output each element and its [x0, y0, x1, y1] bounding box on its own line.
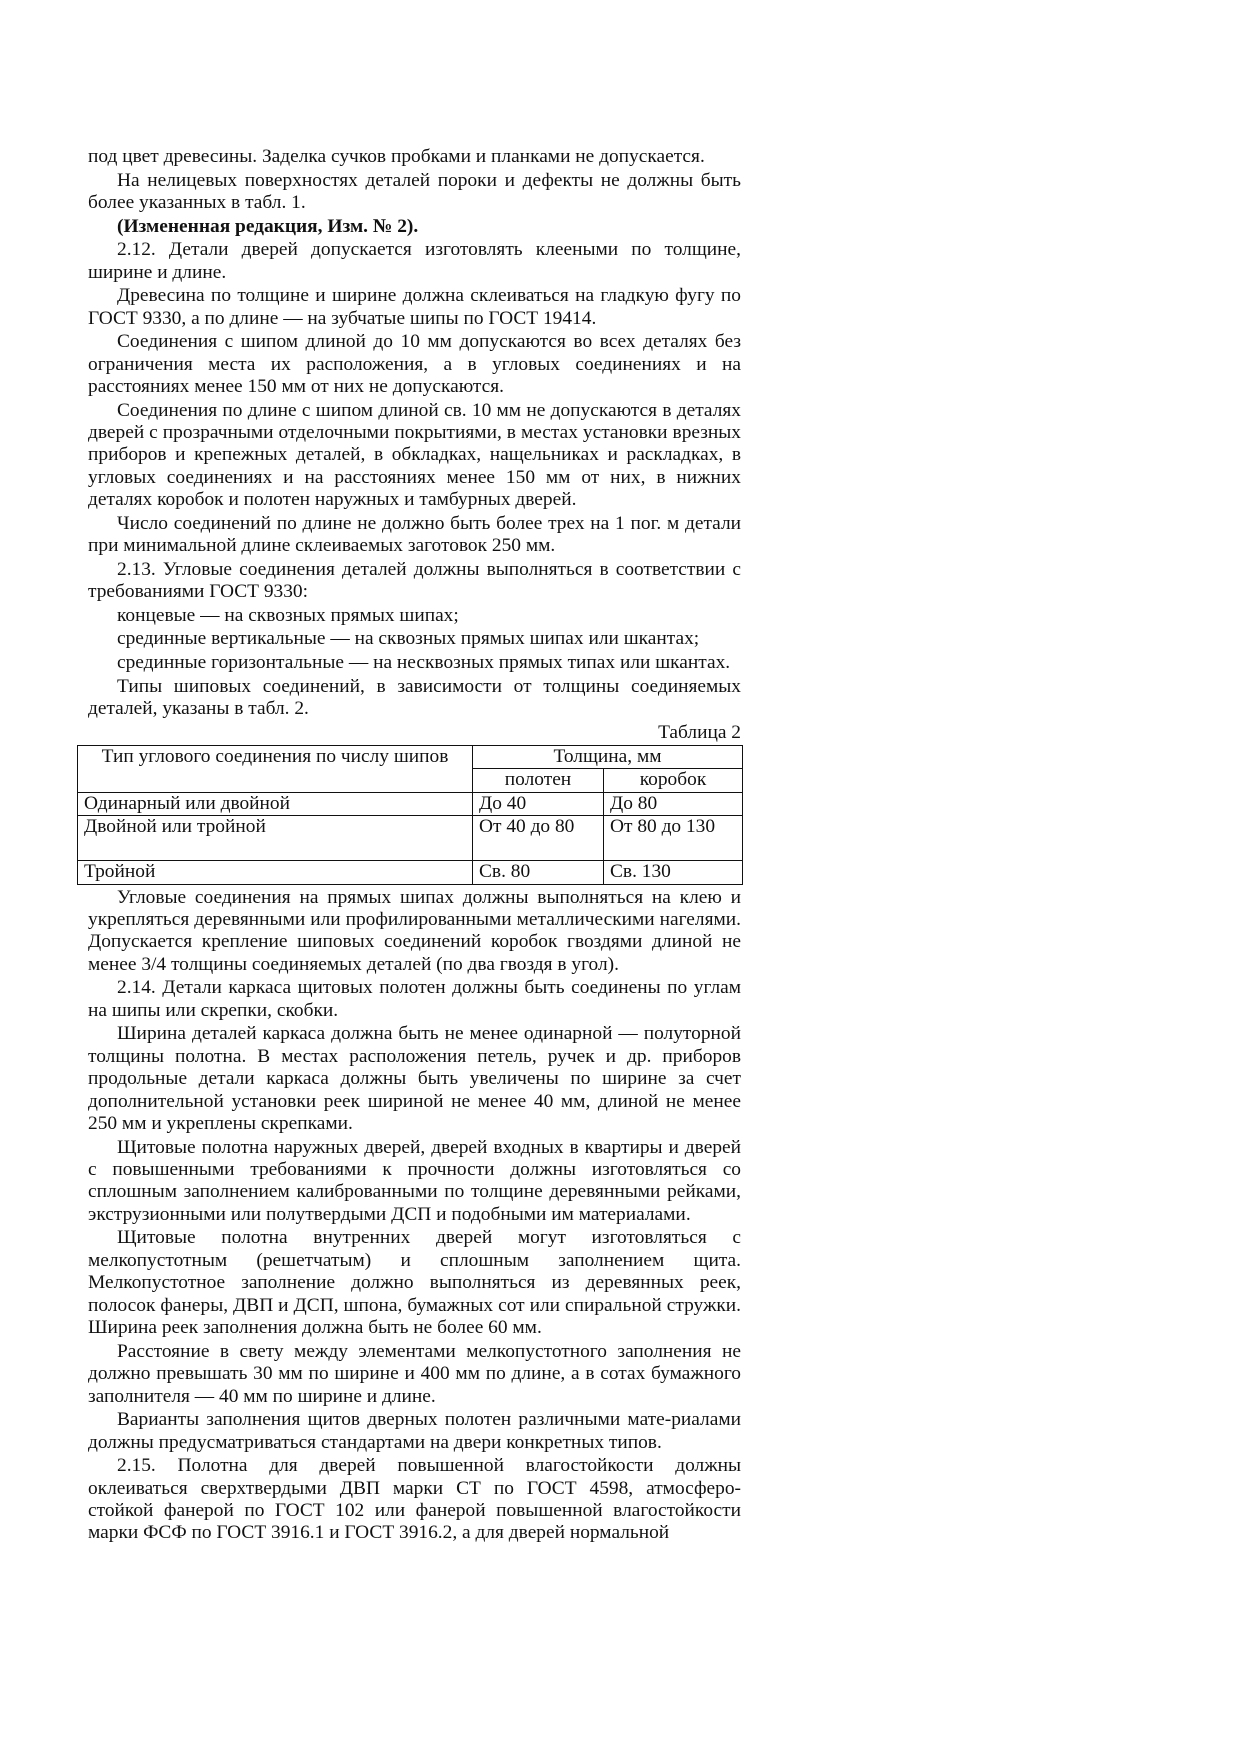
paragraph: На нелицевых поверхностях деталей пороки и дефекты не должны быть более указанных в табл. 1.: [88, 169, 741, 213]
table-caption: Таблица 2: [658, 721, 741, 743]
paragraphs-after-table: [88, 887, 741, 1545]
list-item: срединные горизонтальные — на несквозных прямых типах или шкантах.: [117, 652, 731, 673]
table-row: [78, 792, 743, 815]
table-header-row: [78, 746, 743, 769]
paragraph: Угловые соединения на прямых шипах должны выполняться на клею и укрепляться деревянными или профилированными металлическими нагелями. Допускается крепление шиповых соединений коробок гвоздями длиной не менее 3/4 толщины соединяемых деталей (по два гвоздя в угол).: [88, 886, 741, 975]
paragraph: Ширина деталей каркаса должна быть не менее одинарной — полуторной толщины полотна. В местах расположения петель, ручек и др. приборов продольные детали каркаса должны быть увеличены по ширине за счет дополнительной установки реек шириной не менее 40 мм, длиной не менее 250 мм и укреплены скрепками.: [88, 1023, 741, 1135]
list-item: концевые — на сквозных прямых шипах;: [117, 604, 459, 626]
paragraph: Соединения по длине с шипом длиной св. 10 мм не допускаются в деталях дверей с прозрачными отделочными покрытиями, в местах установки врезных приборов и крепежных деталей, в обкладках, нащельниках и раскладках, в угловых соединениях и на расстояниях менее 150 мм от них, в нижних деталях коробок и полотен наружных и тамбурных дверей.: [88, 399, 741, 511]
clause-2-12: 2.12. Детали дверей допускается изготовлять клееными по толщине, ширине и длине.: [88, 239, 741, 283]
paragraph: Число соединений по длине не должно быть более трех на 1 пог. м детали при минимальной длине склеиваемых заготовок 250 мм.: [88, 512, 741, 557]
table-cell: Одинарный или двойной: [78, 792, 473, 815]
paragraph: Щитовые полотна наружных дверей, дверей входных в квартиры и дверей с повышенными требованиями к прочности должны изготовляться со сплошным заполнением калиброванными по толщине деревянными рейками, экструзионными или полутвердыми ДСП и подобными им материалами.: [88, 1136, 741, 1225]
list-item: срединные вертикальные — на сквозных прямых шипах или шкантах;: [117, 628, 700, 650]
clause-2-14: 2.14. Детали каркаса щитовых полотен должны быть соединены по углам на шипы или скрепки, скобки.: [88, 977, 741, 1021]
paragraph: Типы шиповых соединений, в зависимости от толщины соединяемых деталей, указаны в табл. 2.: [88, 675, 741, 719]
clause-2-13: 2.13. Угловые соединения деталей должны выполняться в соответствии с требованиями ГОСТ 9330:: [88, 558, 741, 603]
clause-2-15: 2.15. Полотна для дверей повышенной влагостойкости должны оклеиваться сверхтвердыми ДВП марки СТ по ГОСТ 4598, атмосферо-стойкой фанерой по ГОСТ 102 или фанерой повышенной влагостойкости марки ФСФ по ГОСТ 3916.1 и ГОСТ 3916.2, а для дверей нормальной: [88, 1455, 741, 1544]
header-panels: полотен: [473, 769, 604, 792]
table-cell: До 40: [473, 792, 604, 815]
table-cell: От 40 до 80: [473, 816, 604, 861]
paragraph: Щитовые полотна внутренних дверей могут изготовляться с мелкопустотным (решетчатым) и сплошным заполнением щита. Мелкопустотное заполнение должно выполняться из деревянных реек, полосок фанеры, ДВП и ДСП, шпона, бумажных сот или спиральной стружки. Ширина реек заполнения должна быть не более 60 мм.: [88, 1227, 741, 1339]
table-cell: Св. 80: [473, 861, 604, 884]
table-cell: От 80 до 130: [604, 816, 743, 861]
table-row: [78, 816, 743, 861]
document-body: [84, 146, 741, 1546]
paragraph: Соединения с шипом длиной до 10 мм допускаются во всех деталях без ограничения места их расположения, а в угловых соединениях и на расстояниях менее 150 мм от них не допускаются.: [88, 331, 741, 397]
table-cell: Св. 130: [604, 861, 743, 884]
table-cell: До 80: [604, 792, 743, 815]
paragraph: под цвет древесины. Заделка сучков пробками и планками не допускается.: [88, 146, 705, 167]
paragraph: Расстояние в свету между элементами мелкопустотного заполнения не должно превышать 30 мм по ширине и 400 мм по длине, а в сотах бумажного заполнителя — 40 мм по ширине и длине.: [88, 1340, 741, 1407]
table-cell: Двойной или тройной: [78, 816, 473, 861]
joint-types-table: [77, 745, 743, 885]
header-joint-type: Тип углового соединения по числу шипов: [78, 746, 473, 793]
header-thickness: Толщина, мм: [473, 746, 743, 769]
table-cell: Тройной: [78, 861, 473, 884]
header-frames: коробок: [604, 769, 743, 792]
table-row: [78, 861, 743, 884]
paragraph: Варианты заполнения щитов дверных полотен различными мате-риалами должны предусматриваться стандартами на двери конкретных типов.: [88, 1409, 741, 1453]
amendment-note: (Измененная редакция, Изм. № 2).: [117, 215, 419, 237]
paragraph: Древесина по толщине и ширине должна склеиваться на гладкую фугу по ГОСТ 9330, а по длине — на зубчатые шипы по ГОСТ 19414.: [88, 285, 741, 329]
paragraphs-before-table: [88, 146, 741, 720]
